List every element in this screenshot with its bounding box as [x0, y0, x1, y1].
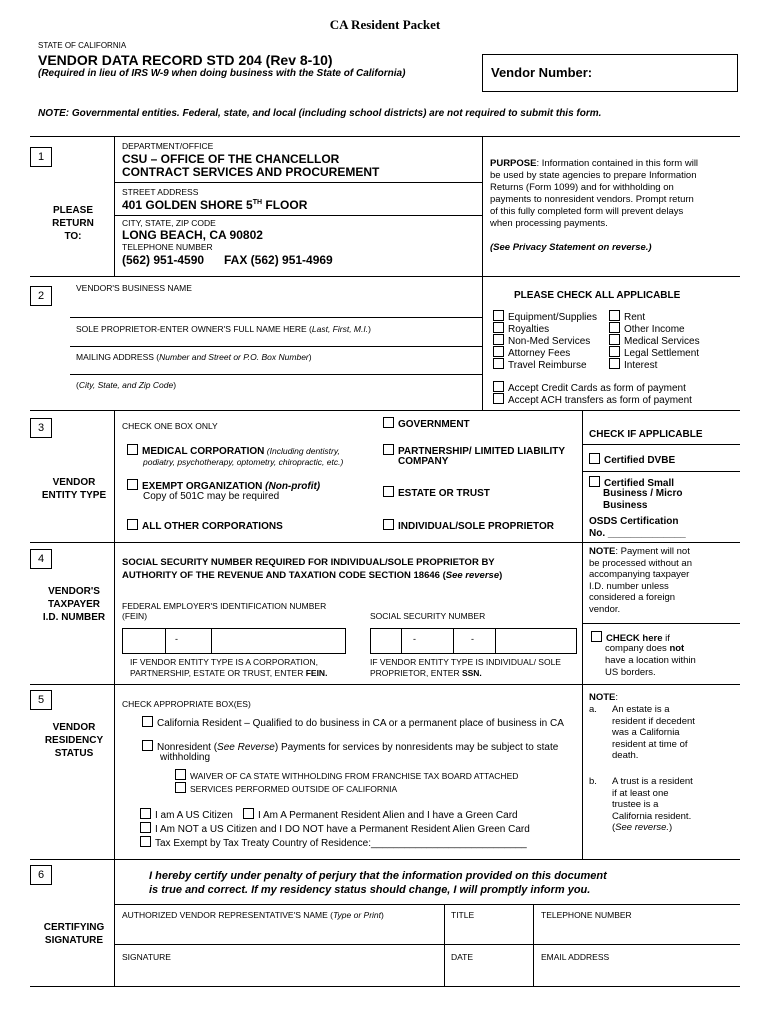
checkbox[interactable] [175, 782, 186, 793]
ssn-divider [453, 629, 454, 653]
small-business-line3: Business [603, 500, 648, 511]
entity-estate-trust[interactable] [383, 486, 490, 499]
note-a [612, 704, 738, 762]
governmental-note: NOTE: Governmental entities. Federal, state, and local (including school districts) are not required to submit this form. [38, 108, 602, 119]
option-label: Travel Reimburse [508, 360, 587, 371]
checkbox[interactable] [175, 769, 186, 780]
section1-left-rule [114, 136, 115, 276]
rule [114, 182, 482, 183]
note-line: if at least one [612, 787, 669, 799]
medical-corp-detail: podiatry, psychotherapy, optometry, chiropractic, etc.) [143, 457, 344, 467]
note-text: PROPRIETOR, ENTER [370, 668, 462, 678]
checkbox[interactable] [383, 444, 394, 455]
option-label: Certified Small [604, 478, 675, 489]
checkbox[interactable] [127, 479, 138, 490]
option-label: Nonresident ( [157, 742, 218, 753]
ssn-input[interactable] [370, 628, 577, 654]
purpose-text [490, 158, 700, 230]
note-b-letter: b. [589, 776, 597, 787]
foreign-vendor-line3: have a location within [605, 655, 696, 666]
rep-name-label [122, 910, 384, 920]
rule [70, 346, 482, 347]
dept-line2: CONTRACT SERVICES AND PROCUREMENT [122, 165, 380, 179]
note-text: PARTNERSHIP, ESTATE OR TRUST, ENTER [130, 668, 306, 678]
city-state-zip-value: LONG BEACH, CA 90802 [122, 228, 263, 242]
entity-label: GOVERNMENT [398, 419, 470, 430]
section4-right-rule [582, 542, 583, 684]
check-if-applicable: CHECK IF APPLICABLE [589, 429, 703, 440]
entity-paren: (Including dentistry, [264, 446, 340, 456]
note-line: A trust is a resident [612, 776, 693, 787]
osds-number-field[interactable]: No. ______________ [589, 528, 686, 539]
sole-prop-name-field[interactable] [76, 334, 476, 344]
note-line: resident if decedent [612, 715, 695, 727]
entity-label: MEDICAL CORPORATION [142, 446, 265, 457]
option-label: Legal Settlement [624, 348, 700, 359]
checkbox[interactable] [140, 822, 151, 833]
option-label: I Am A Permanent Resident Alien and I have a Green Card [258, 810, 518, 821]
note-bold: SSN. [461, 668, 482, 678]
signature-field[interactable] [122, 964, 438, 982]
vendor-number-label: Vendor Number: [491, 65, 593, 80]
section2-right-rule [482, 276, 483, 410]
fein-input[interactable] [122, 628, 346, 654]
ssn-required-italic: See reverse [445, 570, 500, 581]
note-tail: ( [612, 822, 616, 833]
section-number-5: 5 [30, 690, 52, 710]
foreign-vendor-line4: US borders. [605, 667, 656, 678]
city-italic: City, State, and Zip Code [78, 380, 174, 390]
note-tail-italic: See reverse. [615, 822, 670, 833]
packet-title: CA Resident Packet [329, 17, 441, 32]
note-b [612, 776, 738, 834]
label-text: ) [381, 910, 384, 920]
state-label: STATE OF CALIFORNIA [38, 41, 127, 50]
partnership-line2: COMPANY [398, 456, 449, 467]
small-business-line2: Business / Micro [603, 488, 683, 499]
form-bottom-rule [30, 986, 740, 987]
rule [533, 904, 534, 986]
section-divider [30, 684, 740, 685]
fein-divider [165, 629, 166, 653]
checkbox[interactable] [140, 836, 151, 847]
section-divider [30, 136, 740, 137]
section4-left-rule [114, 542, 115, 684]
note-line: was a California [612, 727, 680, 738]
ca-resident-option[interactable] [142, 716, 564, 729]
sole-prop-name-label: SOLE PROPRIETOR-ENTER OWNER'S FULL NAME HERE (Last, First, M.I.) [76, 324, 371, 334]
ssn-required-text: AUTHORITY OF THE REVENUE AND TAXATION CODE SECTION 18646 ( [122, 570, 446, 581]
entity-label: ESTATE OR TRUST [398, 488, 490, 499]
note-line: resident at time of [612, 738, 688, 750]
tax-exempt-treaty-option[interactable] [140, 836, 527, 849]
note-line: California resident. [612, 810, 692, 822]
option-label: Accept Credit Cards as form of payment [508, 383, 686, 394]
street-address-value [122, 198, 307, 212]
section-number-6: 6 [30, 865, 52, 885]
sole-prop-label: SOLE PROPRIETOR-ENTER OWNER'S FULL NAME HERE ( [76, 324, 312, 334]
section-number-4: 4 [30, 549, 52, 569]
entity-label: EXEMPT ORGANIZATION [142, 481, 263, 492]
checkbox[interactable] [493, 346, 504, 357]
telephone-field[interactable] [541, 922, 735, 940]
taxpayer-note [589, 546, 739, 615]
option-label: Interest [624, 360, 658, 371]
option-label: Rent [624, 312, 646, 323]
checkbox[interactable] [243, 808, 254, 819]
section-divider [30, 410, 740, 411]
note-tail: ) [669, 822, 673, 833]
note-line: An estate is a [612, 704, 670, 715]
mailing-label: MAILING ADDRESS ( [76, 352, 160, 362]
entity-all-other-corporations[interactable] [127, 519, 283, 532]
section-number-3: 3 [30, 418, 52, 438]
option-label: I am A US Citizen [155, 810, 233, 821]
label-italic: Type or Print [333, 910, 382, 920]
option-label: I Am NOT a US Citizen and I DO NOT have a Permanent Resident Alien Green Card [155, 824, 530, 835]
checkbox[interactable] [589, 453, 600, 464]
waiver-option[interactable] [175, 769, 518, 781]
entity-medical-corporation[interactable] [127, 444, 340, 457]
note-head: NOTE [589, 692, 616, 703]
please-return-to-label: PLEASE RETURN TO: [52, 205, 94, 242]
entity-paren: (Non-profit) [262, 481, 321, 492]
business-name-field[interactable] [76, 294, 476, 310]
purpose-head: PURPOSE [490, 158, 537, 169]
check-here-text: company does [605, 643, 670, 654]
option-label: Non-Med Services [508, 336, 591, 347]
section6-left-rule [114, 859, 115, 986]
signature-label: SIGNATURE [122, 952, 171, 962]
checkbox[interactable] [142, 740, 153, 751]
services-outside-option[interactable] [175, 782, 397, 794]
vendor-entity-type-label: VENDOR ENTITY TYPE [41, 477, 107, 501]
rule [114, 944, 740, 945]
ssn-divider [495, 629, 496, 653]
note-line: vendor. [589, 603, 621, 615]
rule [582, 471, 740, 472]
option-label: California Resident – Qualified to do business in CA or a permanent place of business in CA [157, 718, 564, 729]
certified-dvbe-option[interactable] [589, 453, 675, 466]
dept-office-label: DEPARTMENT/OFFICE [122, 141, 214, 151]
entity-individual-sole-proprietor[interactable] [383, 519, 554, 532]
note-bold: FEIN. [305, 668, 328, 678]
rule [582, 623, 740, 624]
telephone-number-label: TELEPHONE NUMBER [541, 910, 632, 920]
checkbox[interactable] [589, 476, 600, 487]
entity-government[interactable] [383, 417, 470, 430]
fein-dash: - [175, 634, 178, 644]
foreign-vendor-line2 [605, 643, 684, 654]
section-divider [30, 859, 740, 860]
checkbox[interactable] [383, 519, 394, 530]
note-head: NOTE [589, 546, 616, 557]
option-label: WAIVER OF CA STATE WITHHOLDING FROM FRANCHISE TAX BOARD ATTACHED [190, 771, 519, 781]
check-here-label: CHECK here [606, 633, 663, 644]
checkbox[interactable] [493, 358, 504, 369]
checkbox[interactable] [609, 334, 620, 345]
ssn-required-line1: SOCIAL SECURITY NUMBER REQUIRED FOR INDIVIDUAL/SOLE PROPRIETOR BY [122, 557, 495, 568]
checkbox[interactable] [127, 444, 138, 455]
corp-enter-fein-note: IF VENDOR ENTITY TYPE IS A CORPORATION, [130, 657, 318, 667]
not-us-citizen-option[interactable] [140, 822, 530, 835]
check-appropriate-boxes: CHECK APPROPRIATE BOX(ES) [122, 699, 251, 709]
checkbox[interactable] [127, 519, 138, 530]
checkbox[interactable] [140, 808, 151, 819]
checkbox[interactable] [591, 631, 602, 642]
rule [70, 374, 482, 375]
taxpayer-id-label: VENDOR'S TAXPAYER I.D. NUMBER [42, 586, 106, 623]
vendor-city-field[interactable] [76, 390, 476, 404]
street-address-label: STREET ADDRESS [122, 187, 199, 197]
note-line: accompanying taxpayer [589, 569, 690, 580]
form-title: VENDOR DATA RECORD STD 204 (Rev 8-10) [38, 52, 333, 68]
fax-value: FAX (562) 951-4969 [224, 253, 333, 267]
section3-left-rule [114, 410, 115, 542]
ssn-dash: - [471, 634, 474, 644]
street-sup: TH [252, 199, 263, 206]
rule [114, 215, 482, 216]
fein-divider [211, 629, 212, 653]
option-label: Tax Exempt by Tax Treaty Country of Residence:____________________________ [155, 838, 527, 849]
entity-label: INDIVIDUAL/SOLE PROPRIETOR [398, 521, 554, 532]
option-label: Medical Services [624, 336, 700, 347]
nonresident-line2: withholding [160, 752, 211, 763]
rule [444, 904, 445, 986]
section-number-2: 2 [30, 286, 52, 306]
telephone-label: TELEPHONE NUMBER [122, 242, 213, 252]
note-line: trustee is a [612, 799, 659, 810]
section5-left-rule [114, 684, 115, 859]
section3-right-rule [582, 410, 583, 542]
purpose-body: : Information contained in this form will be used by state agencies to prepare Information Returns (Form 1099) and for withholding on payments to nonresident vendors. Prompt return of this fully completed form will prevent delays when processing payments. [490, 158, 699, 229]
note-line: considered a foreign [589, 592, 676, 603]
email-field[interactable] [541, 964, 735, 982]
checkbox[interactable] [493, 310, 504, 321]
checkbox[interactable] [493, 393, 504, 404]
option-label: Certified DVBE [604, 455, 676, 466]
checkbox[interactable] [609, 322, 620, 333]
checkbox[interactable] [609, 346, 620, 357]
certification-line2: is true and correct. If my residency status should change, I will promptly inform you. [149, 884, 591, 896]
ind-enter-ssn-note: IF VENDOR ENTITY TYPE IS INDIVIDUAL/ SOLE [370, 657, 561, 667]
osds-certification-label: OSDS Certification [589, 516, 679, 527]
city-state-zip-vendor-label: (City, State, and Zip Code) [76, 380, 177, 390]
check-all-applicable: PLEASE CHECK ALL APPLICABLE [514, 290, 681, 301]
note-line: be processed without an [589, 557, 692, 569]
title-field[interactable] [451, 922, 527, 940]
check-here-text: if [662, 633, 670, 644]
mailing-italic: Number and Street or P.O. Box Number [159, 352, 309, 362]
rule [114, 904, 740, 905]
checkbox[interactable] [142, 716, 153, 727]
ssn-label: SOCIAL SECURITY NUMBER [370, 611, 486, 621]
option-label: Royalties [508, 324, 550, 335]
telephone-value: (562) 951-4590 [122, 253, 205, 267]
checkbox[interactable] [493, 381, 504, 392]
payment-type-option[interactable] [609, 358, 657, 371]
date-label: DATE [451, 952, 474, 962]
section5-right-rule [582, 684, 583, 859]
entity-label: ALL OTHER CORPORATIONS [142, 521, 283, 532]
checkbox[interactable] [609, 358, 620, 369]
option-label: SERVICES PERFORMED OUTSIDE OF CALIFORNIA [190, 784, 398, 794]
note-a-letter: a. [589, 704, 597, 715]
title-label: TITLE [451, 910, 475, 920]
checkbox[interactable] [493, 334, 504, 345]
rule [582, 444, 740, 445]
checkbox[interactable] [493, 322, 504, 333]
section-divider [30, 276, 740, 277]
check-here-bold: not [669, 643, 685, 654]
ssn-dash: - [413, 634, 416, 644]
street-value: 401 GOLDEN SHORE 5 [122, 198, 253, 212]
us-citizen-option[interactable] [140, 808, 233, 821]
corp-enter-fein-note-2 [130, 668, 327, 678]
entity-label: PARTNERSHIP/ LIMITED LIABILITY [398, 446, 566, 457]
rep-name-field[interactable] [122, 922, 438, 940]
mailing-address-label: MAILING ADDRESS (Number and Street or P.O. Box Number) [76, 352, 312, 362]
checkbox[interactable] [383, 486, 394, 497]
section-number-1: 1 [30, 147, 52, 167]
sole-prop-italic: Last, First, M.I. [311, 324, 369, 334]
option-label-tail: ) Payments for services by nonresidents may be subject to state [274, 742, 559, 753]
ind-enter-ssn-note-2 [370, 668, 482, 678]
checkbox[interactable] [383, 417, 394, 428]
option-label: Attorney Fees [508, 348, 571, 359]
residency-status-label: VENDOR RESIDENCY STATUS [44, 722, 104, 759]
label-text: AUTHORIZED VENDOR REPRESENTATIVE'S NAME ( [122, 910, 333, 920]
privacy-statement: (See Privacy Statement on reverse.) [490, 242, 652, 253]
city-state-zip-label: CITY, STATE, ZIP CODE [122, 218, 216, 228]
section-divider [30, 542, 740, 543]
option-italic: See Reverse [217, 742, 275, 753]
exempt-detail: Copy of 501C may be required [143, 491, 280, 502]
accept-ach-option[interactable] [493, 393, 692, 406]
street-tail: FLOOR [262, 198, 308, 212]
option-label: Accept ACH transfers as form of payment [508, 395, 692, 406]
vendor-number-box[interactable] [482, 54, 738, 92]
option-label: Equipment/Supplies [508, 312, 597, 323]
form-subtitle: (Required in lieu of IRS W-9 when doing business with the State of California) [38, 68, 406, 79]
check-one-box-label: CHECK ONE BOX ONLY [122, 421, 218, 431]
ssn-divider [401, 629, 402, 653]
payment-type-option[interactable] [493, 358, 587, 371]
permanent-resident-option[interactable] [243, 808, 518, 821]
option-label: Other Income [624, 324, 685, 335]
section1-right-rule [482, 136, 483, 276]
certification-line1: I hereby certify under penalty of perjury that the information provided on this document [149, 870, 607, 882]
residency-note: NOTE: [589, 692, 619, 703]
checkbox[interactable] [609, 310, 620, 321]
date-field[interactable] [451, 964, 527, 982]
business-name-label: VENDOR'S BUSINESS NAME [76, 283, 192, 293]
ssn-required-line2: AUTHORITY OF THE REVENUE AND TAXATION CODE SECTION 18646 (See reverse) [122, 570, 503, 581]
note-line: : Payment will not [615, 546, 690, 557]
mailing-address-field[interactable] [76, 362, 476, 372]
dept-line1: CSU – OFFICE OF THE CHANCELLOR [122, 152, 340, 166]
note-line: I.D. number unless [589, 580, 669, 592]
email-address-label: EMAIL ADDRESS [541, 952, 610, 962]
rule [70, 317, 482, 318]
fein-label: FEDERAL EMPLOYER'S IDENTIFICATION NUMBER [122, 601, 327, 611]
fein-abbr: (FEIN) [122, 611, 148, 621]
note-line: death. [612, 750, 639, 761]
certifying-signature-label: CERTIFYING SIGNATURE [43, 922, 105, 946]
